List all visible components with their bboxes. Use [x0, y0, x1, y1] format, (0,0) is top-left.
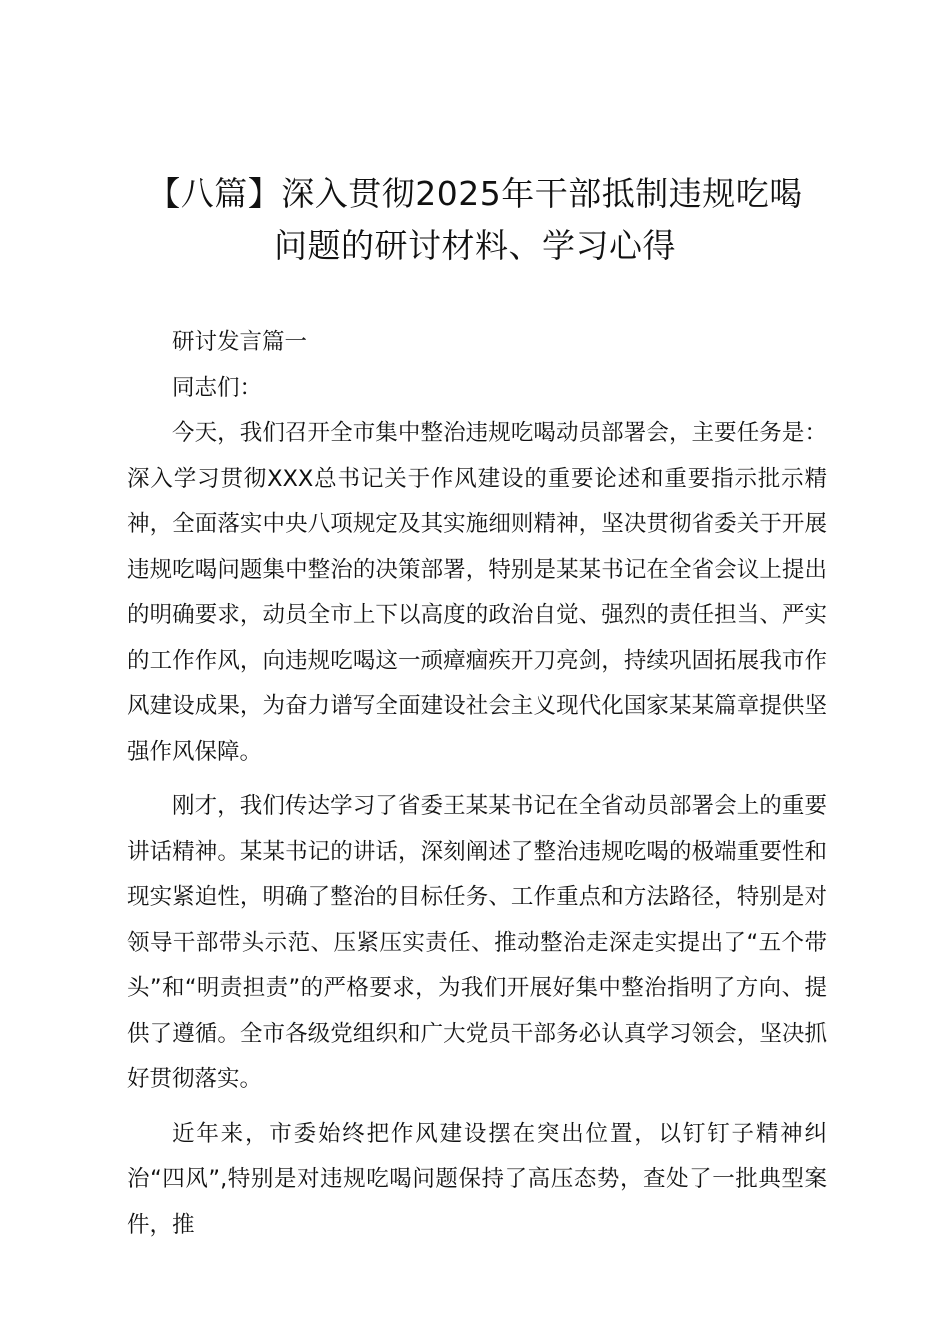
section-heading: 研讨发言篇一	[172, 329, 308, 355]
document-body	[127, 320, 827, 1248]
paragraph-3: 近年来，市委始终把作风建设摆在突出位置，以钉钉子精神纠治“四风”,特别是对违规吃喝问题保持了高压态势，查处了一批典型案件，推	[127, 1120, 827, 1238]
document-title	[120, 168, 830, 272]
salutation: 同志们：	[172, 374, 263, 401]
paragraph-2: 刚才，我们传达学习了省委王某某书记在全省动员部署会上的重要讲话精神。某某书记的讲话，深刻阐述了整治违规吃喝的极端重要性和现实紧迫性，明确了整治的目标任务、工作重点和方法路径，特别是对领导干部带头示范、压紧压实责任、推动整治走深走实提出了“五个带头”和“明责担责”的严格要求，为我们开展好集中整治指明了方向、提供了遵循。全市各级党组织和广大党员干部务必认真学习领会，坚决抓好贯彻落实。	[127, 793, 827, 1092]
title-line-2: 问题的研讨材料、学习心得	[274, 226, 676, 265]
title-line-1: 【八篇】深入贯彻2025年干部抵制违规吃喝	[147, 174, 803, 213]
paragraph-1: 今天，我们召开全市集中整治违规吃喝动员部署会，主要任务是：深入学习贯彻XXX总书记关于作风建设的重要论述和重要指示批示精神，全面落实中央八项规定及其实施细则精神，坚决贯彻省委关于开展违规吃喝问题集中整治的决策部署，特别是某某书记在全省会议上提出的明确要求，动员全市上下以高度的政治自觉、强烈的责任担当、严实的工作作风，向违规吃喝这一顽瘴痼疾开刀亮剑，持续巩固拓展我市作风建设成果，为奋力谱写全面建设社会主义现代化国家某某篇章提供坚强作风保障。	[127, 420, 827, 765]
